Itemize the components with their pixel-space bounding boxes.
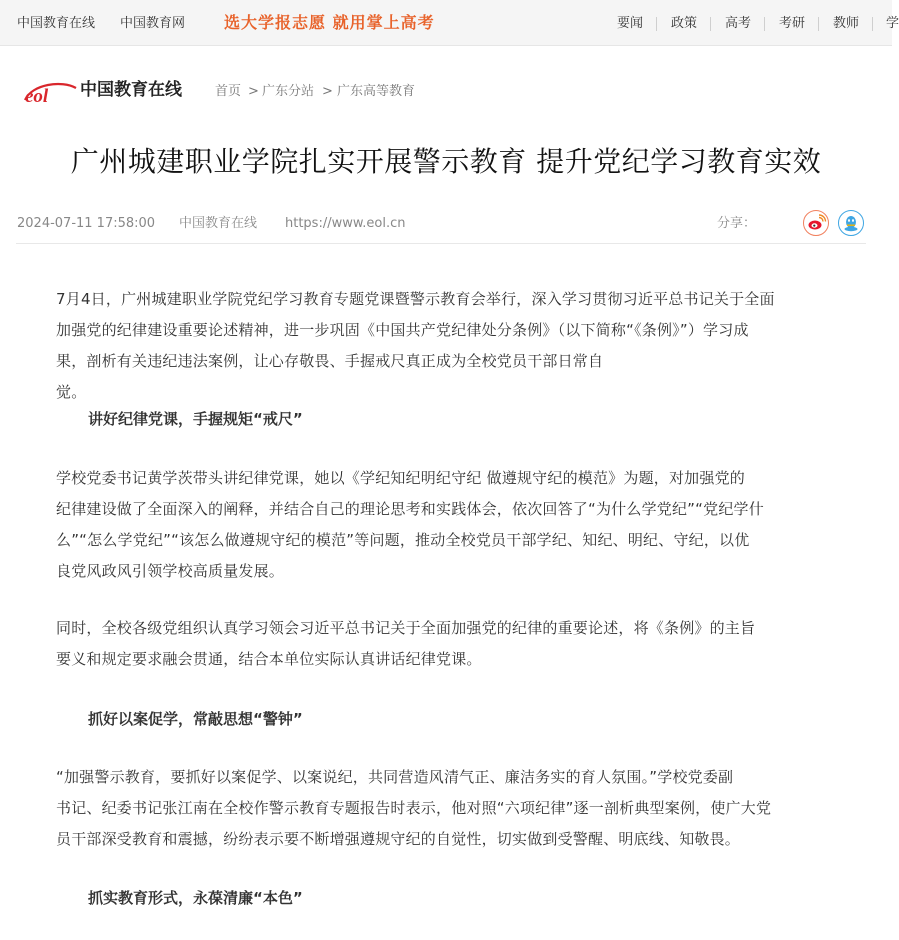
paragraph-line: 同时，全校各级党组织认真学习领会习近平总书记关于全面加强党的纪律的重要论述，将《条例》的主旨 xyxy=(56,619,756,637)
breadcrumb-separator: > xyxy=(248,84,259,99)
top-bar xyxy=(0,0,899,46)
nav-divider xyxy=(656,17,657,31)
nav-divider xyxy=(710,17,711,31)
nav-item-kaoyan[interactable]: 考研 xyxy=(779,16,806,31)
eol-logo[interactable] xyxy=(22,78,78,106)
breadcrumb-separator: > xyxy=(322,84,333,99)
article-paragraph xyxy=(56,284,836,408)
article-title: 广州城建职业学院扎实开展警示教育 提升党纪学习教育实效 xyxy=(70,145,822,178)
paragraph-line: 学校党委书记黄学茨带头讲纪律党课，她以《学纪知纪明纪守纪 做遵规守纪的模范》为题，对加强党的 xyxy=(56,469,745,487)
paragraph-line: 7月4日，广州城建职业学院党纪学习教育专题党课暨警示教育会举行，深入学习贯彻习近平总书记关于全面 xyxy=(56,290,775,308)
article-paragraph xyxy=(56,463,836,587)
paragraph-line: “加强警示教育，要抓好以案促学、以案说纪，共同营造风清气正、廉洁务实的育人氛围。”学校党委副 xyxy=(56,768,734,786)
paragraph-line: 加强党的纪律建设重要论述精神，进一步巩固《中国共产党纪律处分条例》（以下简称“《条例》”）学习成 xyxy=(56,321,749,339)
article-paragraph xyxy=(56,762,836,855)
section-heading: 抓好以案促学，常敲思想“警钟” xyxy=(88,710,303,728)
meta-divider xyxy=(16,243,866,244)
article-paragraph xyxy=(56,613,836,675)
nav-item-more[interactable]: 学 xyxy=(886,16,899,31)
paragraph-line: 书记、纪委书记张江南在全校作警示教育专题报告时表示，他对照“六项纪律”逐一剖析典型案例，使广大党 xyxy=(56,799,772,817)
nav-item-policy[interactable]: 政策 xyxy=(671,16,698,31)
paragraph-line: 员干部深受教育和震撼，纷纷表示要不断增强遵规守纪的自觉性，切实做到受警醒、明底线、知敬畏。 xyxy=(56,830,741,848)
publish-date: 2024-07-11 17:58:00 xyxy=(17,216,156,231)
breadcrumb-higher-edu[interactable]: 广东高等教育 xyxy=(337,84,416,99)
top-link-edu-net[interactable]: 中国教育网 xyxy=(120,16,186,31)
article-source: 中国教育在线 xyxy=(179,216,258,231)
share-label: 分享： xyxy=(717,216,757,231)
paragraph-line: 要义和规定要求融会贯通，结合本单位实际认真讲话纪律党课。 xyxy=(56,650,482,668)
top-link-eol[interactable]: 中国教育在线 xyxy=(17,16,96,31)
nav-divider xyxy=(764,17,765,31)
weibo-share-button[interactable] xyxy=(803,210,829,236)
breadcrumb-guangdong[interactable]: 广东分站 xyxy=(262,84,315,99)
paragraph-line: 纪律建设做了全面深入的阐释，并结合自己的理论思考和实践体会，依次回答了“为什么学党纪”“党纪学什 xyxy=(56,500,764,518)
nav-divider xyxy=(818,17,819,31)
nav-item-news[interactable]: 要闻 xyxy=(617,16,644,31)
paragraph-line: 觉。 xyxy=(56,383,87,401)
paragraph-line: 果，剖析有关违纪违法案例，让心存敬畏、手握戒尺真正成为全校党员干部日常自 xyxy=(56,352,604,370)
qq-share-button[interactable] xyxy=(838,210,864,236)
section-heading: 抓实教育形式，永葆清廉“本色” xyxy=(88,889,303,907)
breadcrumb-home[interactable]: 首页 xyxy=(215,84,242,99)
nav-item-gaokao[interactable]: 高考 xyxy=(725,16,752,31)
slogan-banner[interactable]: 选大学报志愿 就用掌上高考 xyxy=(224,13,435,32)
source-url[interactable]: https://www.eol.cn xyxy=(285,216,406,231)
paragraph-line: 良党风政风引领学校高质量发展。 xyxy=(56,562,285,580)
nav-divider xyxy=(872,17,873,31)
paragraph-line: 么”“怎么学党纪”“该怎么做遵规守纪的模范”等问题，推动全校党员干部学纪、知纪、明纪、守纪，以优 xyxy=(56,531,750,549)
site-name[interactable]: 中国教育在线 xyxy=(80,80,182,100)
nav-item-teacher[interactable]: 教师 xyxy=(833,16,860,31)
logo-wordmark: eol xyxy=(25,86,49,107)
weibo-icon xyxy=(804,211,828,235)
section-heading: 讲好纪律党课，手握规矩“戒尺” xyxy=(88,410,303,428)
qq-icon xyxy=(839,211,863,235)
